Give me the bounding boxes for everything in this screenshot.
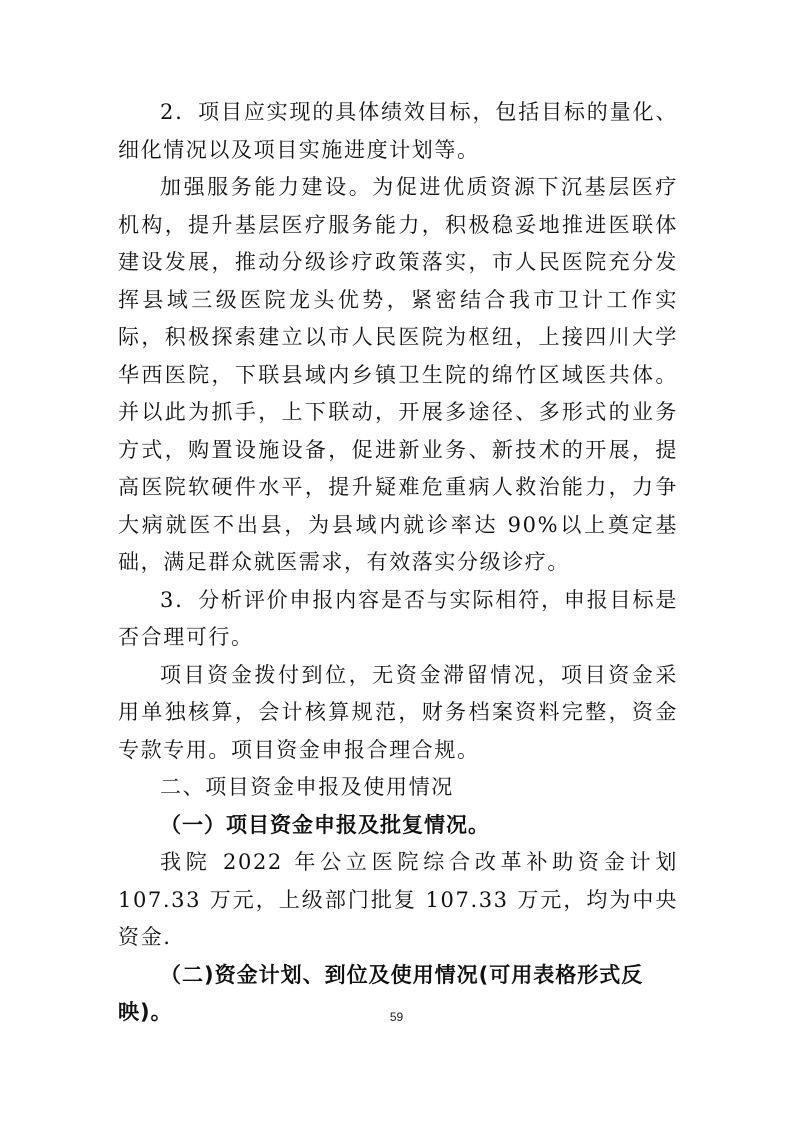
paragraph-fund-plan: 我院 2022 年公立医院综合改革补助资金计划 107.33 万元，上级部门批复 107.33 万元，均为中央资金. xyxy=(118,850,678,949)
paragraph-evaluation: 3．分析评价申报内容是否与实际相符，申报目标是否合理可行。 xyxy=(118,587,678,649)
page-content xyxy=(118,94,678,1032)
paragraph-service-capacity: 加强服务能力建设。为促进优质资源下沉基层医疗机构，提升基层医疗服务能力，积极稳妥地推进医联体建设发展，推动分级诊疗政策落实，市人民医院充分发挥县域三级医院龙头优势，紧密结合我市卫计工作实际，积极探索建立以市人民医院为枢纽，上接四川大学华西医院，下联县域内乡镇卫生院的绵竹区域医共体。并以此为抓手，上下联动，开展多途径、多形式的业务方式，购置设施设备，促进新业务、新技术的开展，提高医院软硬件水平，提升疑难危重病人救治能力，力争大病就医不出县，为县域内就诊率达 90%以上奠定基础，满足群众就医需求，有效落实分级诊疗。 xyxy=(118,175,678,574)
subheading-fund-usage: （二)资金计划、到位及使用情况(可用表格形式反映)。 xyxy=(118,962,644,1024)
section-heading-funds: 二、项目资金申报及使用情况 xyxy=(160,775,454,799)
paragraph-fund-allocation: 项目资金拨付到位，无资金滞留情况，项目资金采用单独核算，会计核算规范，财务档案资料完整，资金专款专用。项目资金申报合理合规。 xyxy=(118,662,678,762)
paragraph-target-goals: 2．项目应实现的具体绩效目标，包括目标的量化、细化情况以及项目实施进度计划等。 xyxy=(118,100,678,162)
page-number: 59 xyxy=(389,1010,404,1024)
subheading-application-approval: （一）项目资金申报及批复情况。 xyxy=(160,812,490,837)
